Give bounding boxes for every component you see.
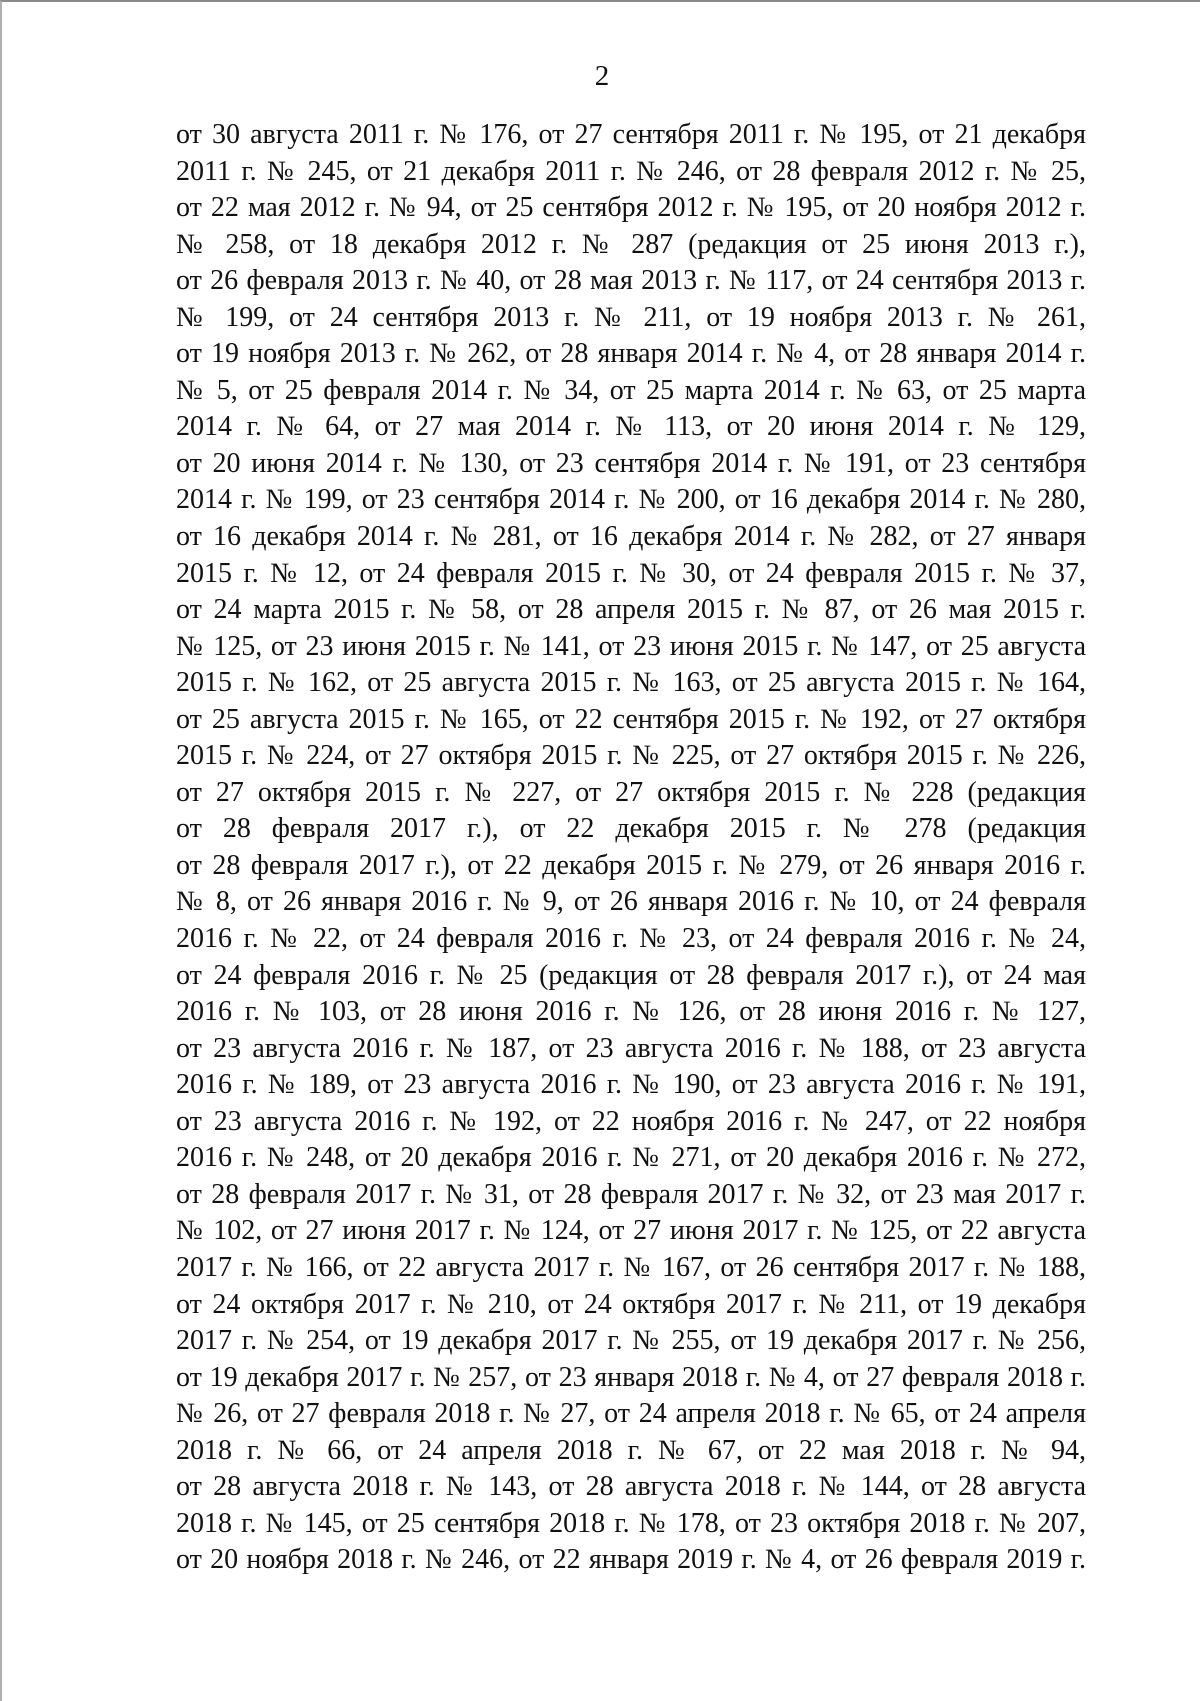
text-line: 2016 г. № 248, от 20 декабря 2016 г. № 271, от 20 декабря 2016 г. № 272, <box>176 1142 1086 1174</box>
text-line: 2015 г. № 12, от 24 февраля 2015 г. № 30, от 24 февраля 2015 г. № 37, <box>176 557 1086 589</box>
text-line: от 24 октября 2017 г. № 210, от 24 октября 2017 г. № 211, от 19 декабря <box>176 1288 1086 1320</box>
text-line: от 24 февраля 2016 г. № 25 (редакция от 28 февраля 2017 г.), от 24 мая <box>176 959 1086 991</box>
text-line: 2017 г. № 166, от 22 августа 2017 г. № 167, от 26 сентября 2017 г. № 188, <box>176 1251 1086 1283</box>
text-line: 2016 г. № 22, от 24 февраля 2016 г. № 23, от 24 февраля 2016 г. № 24, <box>176 923 1086 955</box>
text-line: № 8, от 26 января 2016 г. № 9, от 26 января 2016 г. № 10, от 24 февраля <box>176 886 1086 918</box>
text-line: № 199, от 24 сентября 2013 г. № 211, от 19 ноября 2013 г. № 261, <box>176 301 1086 333</box>
text-line: 2011 г. № 245, от 21 декабря 2011 г. № 246, от 28 февраля 2012 г. № 25, <box>176 155 1086 187</box>
text-line: от 22 мая 2012 г. № 94, от 25 сентября 2012 г. № 195, от 20 ноября 2012 г. <box>176 192 1086 224</box>
text-line: от 28 февраля 2017 г.), от 22 декабря 2015 г. № 279, от 26 января 2016 г. <box>176 849 1086 881</box>
text-line: 2015 г. № 224, от 27 октября 2015 г. № 225, от 27 октября 2015 г. № 226, <box>176 740 1086 772</box>
text-line: от 30 августа 2011 г. № 176, от 27 сентября 2011 г. № 195, от 21 декабря <box>176 119 1086 150</box>
text-line: от 28 февраля 2017 г. № 31, от 28 февраля 2017 г. № 32, от 23 мая 2017 г. <box>176 1178 1086 1210</box>
text-line: 2014 г. № 199, от 23 сентября 2014 г. № 200, от 16 декабря 2014 г. № 280, <box>176 484 1086 516</box>
text-line: № 125, от 23 июня 2015 г. № 141, от 23 июня 2015 г. № 147, от 25 августа <box>176 630 1086 662</box>
text-line: от 28 августа 2018 г. № 143, от 28 августа 2018 г. № 144, от 28 августа <box>176 1471 1086 1503</box>
text-line: от 28 февраля 2017 г.), от 22 декабря 2015 г. № 278 (редакция <box>176 813 1086 845</box>
text-line: от 26 февраля 2013 г. № 40, от 28 мая 2013 г. № 117, от 24 сентября 2013 г. <box>176 265 1086 297</box>
text-line: от 25 августа 2015 г. № 165, от 22 сентября 2015 г. № 192, от 27 октября <box>176 703 1086 735</box>
body-text <box>176 117 1086 1579</box>
text-line: № 258, от 18 декабря 2012 г. № 287 (редакция от 25 июня 2013 г.), <box>176 228 1086 260</box>
text-line: от 27 октября 2015 г. № 227, от 27 октября 2015 г. № 228 (редакция <box>176 776 1086 808</box>
text-line: от 20 июня 2014 г. № 130, от 23 сентября 2014 г. № 191, от 23 сентября <box>176 447 1086 479</box>
text-line: от 23 августа 2016 г. № 187, от 23 августа 2016 г. № 188, от 23 августа <box>176 1032 1086 1064</box>
text-line: от 23 августа 2016 г. № 192, от 22 ноября 2016 г. № 247, от 22 ноября <box>176 1105 1086 1137</box>
text-line: 2016 г. № 189, от 23 августа 2016 г. № 190, от 23 августа 2016 г. № 191, <box>176 1069 1086 1101</box>
text-line: № 102, от 27 июня 2017 г. № 124, от 27 июня 2017 г. № 125, от 22 августа <box>176 1215 1086 1247</box>
text-line: от 16 декабря 2014 г. № 281, от 16 декабря 2014 г. № 282, от 27 января <box>176 521 1086 553</box>
text-line: от 19 декабря 2017 г. № 257, от 23 января 2018 г. № 4, от 27 февраля 2018 г. <box>176 1361 1086 1393</box>
text-line: 2017 г. № 254, от 19 декабря 2017 г. № 255, от 19 декабря 2017 г. № 256, <box>176 1325 1086 1357</box>
text-line: 2016 г. № 103, от 28 июня 2016 г. № 126, от 28 июня 2016 г. № 127, <box>176 996 1086 1028</box>
text-line: 2018 г. № 66, от 24 апреля 2018 г. № 67, от 22 мая 2018 г. № 94, <box>176 1434 1086 1466</box>
text-line: № 5, от 25 февраля 2014 г. № 34, от 25 марта 2014 г. № 63, от 25 марта <box>176 374 1086 406</box>
text-line: 2015 г. № 162, от 25 августа 2015 г. № 163, от 25 августа 2015 г. № 164, <box>176 667 1086 699</box>
text-line: 2014 г. № 64, от 27 мая 2014 г. № 113, от 20 июня 2014 г. № 129, <box>176 411 1086 443</box>
text-line: № 26, от 27 февраля 2018 г. № 27, от 24 апреля 2018 г. № 65, от 24 апреля <box>176 1398 1086 1430</box>
page-number: 2 <box>594 60 610 92</box>
text-line: 2018 г. № 145, от 25 сентября 2018 г. № 178, от 23 октября 2018 г. № 207, <box>176 1507 1086 1539</box>
text-line: от 19 ноября 2013 г. № 262, от 28 января 2014 г. № 4, от 28 января 2014 г. <box>176 338 1086 370</box>
text-line: от 24 марта 2015 г. № 58, от 28 апреля 2015 г. № 87, от 26 мая 2015 г. <box>176 594 1086 626</box>
text-line: от 20 ноября 2018 г. № 246, от 22 января 2019 г. № 4, от 26 февраля 2019 г. <box>176 1544 1086 1576</box>
